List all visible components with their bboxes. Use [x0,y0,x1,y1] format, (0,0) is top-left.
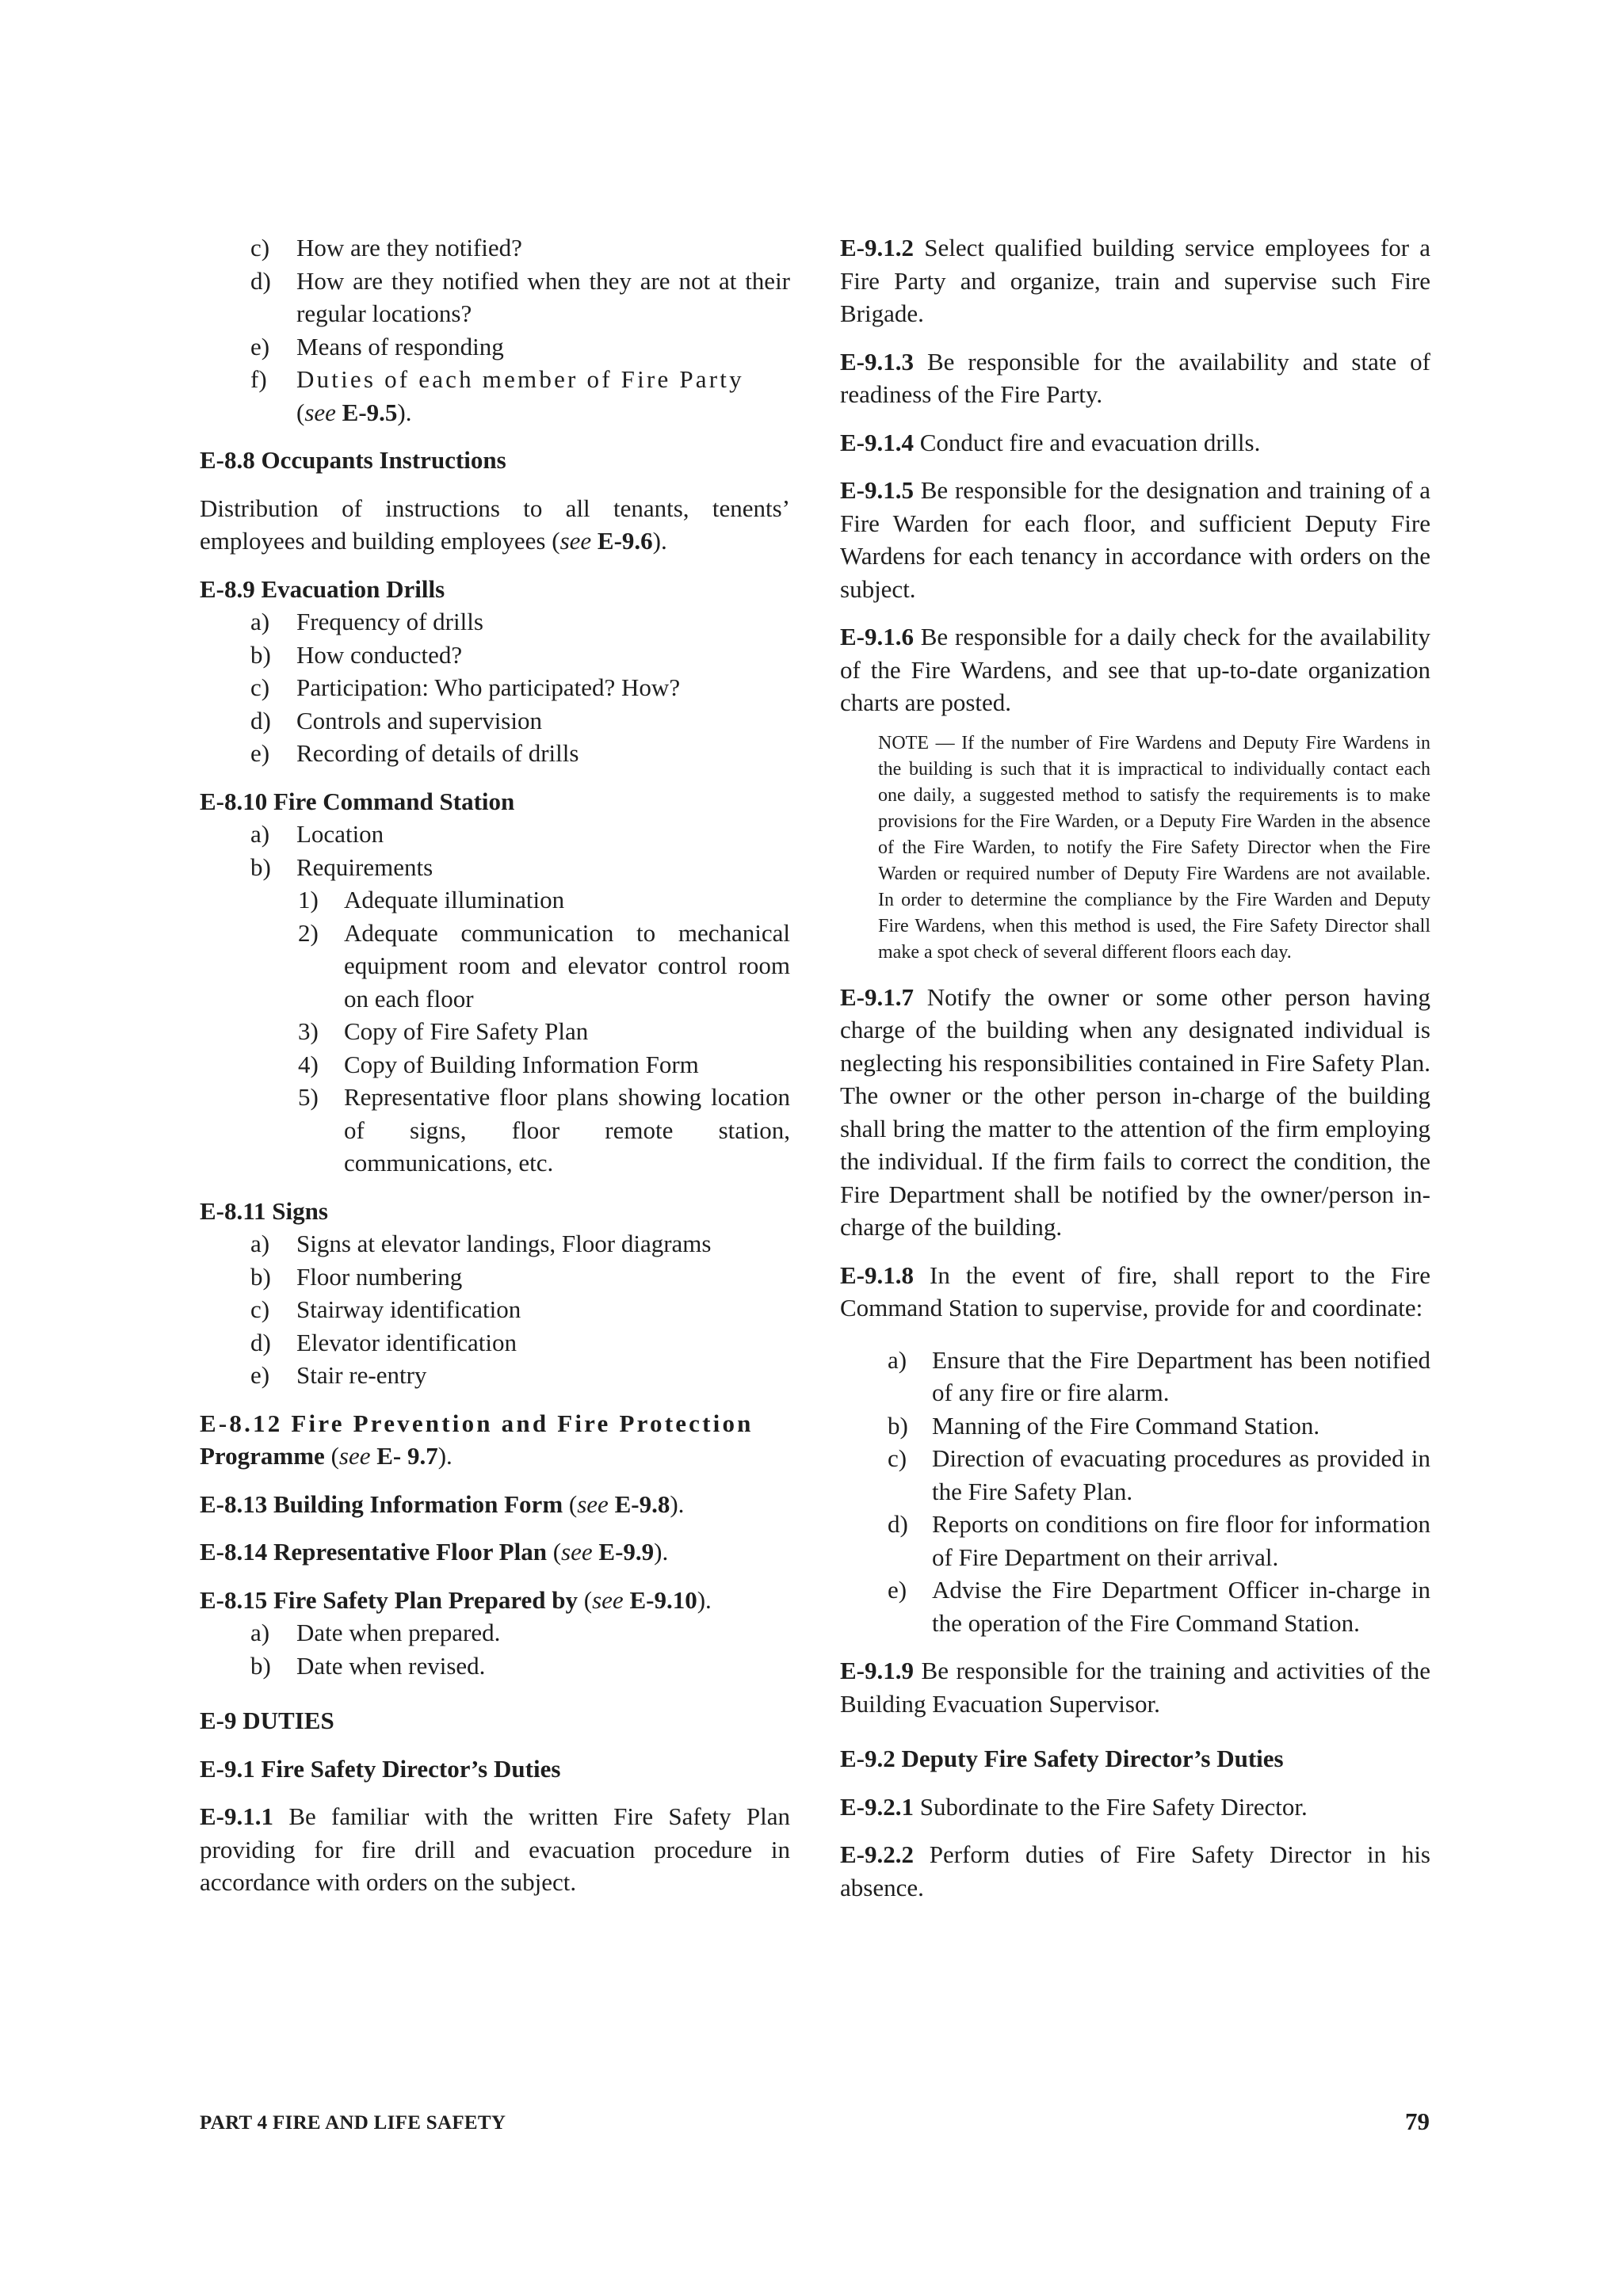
fire-safety-plan-list [200,1616,790,1682]
section-heading-e88: E-8.8 Occupants Instructions [200,446,506,474]
sub-list-item: 4) Copy of Building Information Form [298,1050,699,1078]
footer-title: PART 4 FIRE AND LIFE SAFETY [200,2112,506,2134]
paragraph-e916: E-9.1.6 Be responsible for a daily check for the availability of the Fire Wardens, and see that up-to-date organization charts are posted. [840,623,1430,716]
section-heading-e813: E-8.13 Building Information Form (see E-9.8). [200,1489,685,1518]
list-item: d) How are they notified when they are not at their regular locations? [250,266,790,327]
paragraph-e912: E-9.1.2 Select qualified building service employees for a Fire Party and organize, train and supervise such Fire Brigade. [840,234,1431,327]
paragraph-e911: E-9.1.1 Be familiar with the written Fire Safety Plan providing for fire drill and evacuation procedure in accordance with orders on the subject. [200,1802,791,1896]
paragraph-e919: E-9.1.9 Be responsible for the training and activities of the Building Evacuation Supervisor. [840,1657,1431,1718]
section-heading-e89: E-8.9 Evacuation Drills [200,574,445,603]
list-item: c) Direction of evacuating procedures as provided in the Fire Safety Plan. [888,1444,1430,1505]
list-item: a) Frequency of drills [250,608,483,635]
section-heading-e815: E-8.15 Fire Safety Plan Prepared by (see E-9.10). [200,1585,712,1614]
list-item: a) Date when prepared. [250,1619,501,1646]
list-item: d) Controls and supervision [250,706,542,734]
list-item: a) Signs at elevator landings, Floor diagrams [250,1230,712,1257]
signs-list [200,1227,790,1392]
paragraph-e915: E-9.1.5 Be responsible for the designation and training of a Fire Warden for each floor, and sufficient Deputy Fire Wardens for each tenancy in accordance with orders on the subject. [840,476,1431,603]
section-heading-e812: E-8.12 Fire Prevention and Fire Protection Programme (see E- 9.7). [200,1409,754,1470]
paragraph-e918: E-9.1.8 In the event of fire, shall report to the Fire Command Station to supervise, provide for and coordinate: [840,1261,1430,1322]
list-item: e) Stair re-entry [250,1361,427,1389]
sub-list-item: 2) Adequate communication to mechanical equipment room and elevator control room on each floor [298,918,790,1013]
list-item: c) Stairway identification [250,1295,521,1323]
list-item: a) Ensure that the Fire Department has been notified of any fire or fire alarm. [888,1345,1430,1406]
note-text: NOTE — If the number of Fire Wardens and Deputy Fire Wardens in the building is such that it is impractical to individually contact each one daily, a suggested method to satisfy the requirements is to make provisions for the Fire Warden, or a Deputy Fire Warden in the absence of the Fire Warden, to notify the Fire Safety Director when the Fire Warden or required number of Deputy Fire Wardens are not available. In order to determine the compliance by the Fire Warden and Deputy Fire Wardens, when this method is used, the Fire Safety Director shall make a spot check of several different floors each day. [878,732,1430,963]
list-item: c) Participation: Who participated? How? [250,673,681,701]
evacuation-drills-list [200,605,790,770]
section-heading-e9: E-9 DUTIES [200,1707,334,1734]
list-item: b) Manning of the Fire Command Station. [888,1411,1320,1440]
sub-list-item: 1) Adequate illumination [298,886,565,913]
paragraph-e917: E-9.1.7 Notify the owner or some other person having charge of the building when any designated individual is neglecting his responsibilities contained in Fire Safety Plan. The owner or the other person in-charge of the building shall bring the matter to the attention of the firm employing the individual. If the firm fails to correct the condition, the Fire Department shall be notified by the owner/person in-charge of the building. [840,982,1430,1241]
list-item: b) Date when revised. [250,1651,486,1680]
sub-list-item: 3) Copy of Fire Safety Plan [298,1017,589,1045]
fire-command-duties-list [840,1344,1430,1640]
paragraph-e914: E-9.1.4 Conduct fire and evacuation drills. [840,428,1261,456]
fire-party-list [200,231,790,429]
section-heading-e811: E-8.11 Signs [200,1196,328,1225]
paragraph-e913: E-9.1.3 Be responsible for the availability and state of readiness of the Fire Party. [840,347,1430,408]
list-item: e) Recording of details of drills [250,739,579,767]
list-item: b) Floor numbering [250,1262,463,1291]
left-column [200,231,790,1899]
list-item: c) How are they notified? [250,234,522,261]
list-item: b) Requirements [250,852,433,881]
list-item: b) How conducted? [250,640,463,669]
section-heading-e92: E-9.2 Deputy Fire Safety Director’s Duties [840,1745,1284,1772]
right-column [840,231,1430,1904]
list-item: e) Advise the Fire Department Officer in-charge in the operation of the Fire Command Station. [888,1576,1430,1637]
list-item: d) Reports on conditions on fire floor for information of Fire Department on their arrival. [888,1510,1430,1571]
section-heading-e814: E-8.14 Representative Floor Plan (see E-9.9). [200,1538,669,1566]
paragraph-e921: E-9.2.1 Subordinate to the Fire Safety Director. [840,1792,1308,1821]
section-heading-e810: E-8.10 Fire Command Station [200,787,515,815]
list-item: a) Location [250,820,384,848]
page-footer [200,2107,1430,2139]
sub-list-item: 5) Representative floor plans showing location of signs, floor remote station, communications, etc. [298,1083,790,1177]
paragraph-e88: Distribution of instructions to all tenants, tenents’ employees and building employees (see E-9.6). [200,494,790,555]
page-number: 79 [1405,2107,1430,2135]
section-heading-e91: E-9.1 Fire Safety Director’s Duties [200,1754,561,1783]
list-item: e) Means of responding [250,332,504,360]
list-item: f) Duties of each member of Fire Party (see E-9.5). [250,365,744,426]
fire-command-station-list [200,818,790,1180]
paragraph-e922: E-9.2.2 Perform duties of Fire Safety Director in his absence. [840,1840,1431,1901]
list-item: d) Elevator identification [250,1328,517,1356]
